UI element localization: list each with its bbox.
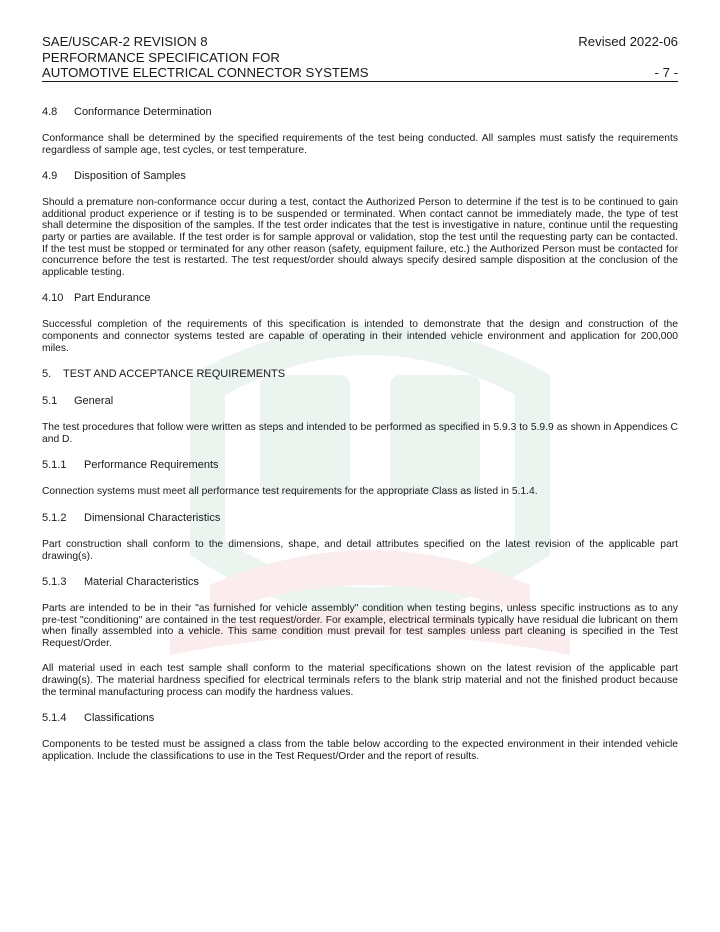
document-title: SAE/USCAR-2 REVISION 8 <box>42 34 208 49</box>
section-number: 5.1.3 <box>42 576 67 589</box>
section-number: 5.1.4 <box>42 712 67 725</box>
paragraph: All material used in each test sample shall conform to the material specifications shown on the latest revision of the applicable part drawing(s). The material hardness specified for electrical terminals refers to the blank strip material and not the finished product because the terminal manufacturing process can modify the hardness values. <box>42 663 678 698</box>
header-row-2 <box>42 50 678 66</box>
section-heading-5 <box>42 368 678 381</box>
section-number: 5.1.2 <box>42 511 67 524</box>
section-title: General <box>74 395 114 408</box>
section-heading-4-8 <box>42 106 678 119</box>
section-number: 4.8 <box>42 106 58 118</box>
page-number: - 7 - <box>654 65 678 80</box>
section-title: Conformance Determination <box>74 106 212 118</box>
header-row-1 <box>42 34 678 50</box>
section-heading-4-9 <box>42 170 678 183</box>
section-title: Material Characteristics <box>84 576 199 589</box>
header-row-3 <box>42 65 678 82</box>
paragraph: Parts are intended to be in their "as furnished for vehicle assembly" condition when testing begins, unless specific instructions as to any pre-test "conditioning" are contained in the test request/order. For example, electrical terminals typically have residual die lubricant on them when finally assembled into a vehicle. This same condition must prevail for test samples unless part cleaning is specified in the Test Request/Order. <box>42 603 678 649</box>
section-number: 4.10 <box>42 292 64 305</box>
page-header <box>42 34 678 82</box>
section-heading-5-1-2 <box>42 512 678 525</box>
paragraph: The test procedures that follow were written as steps and intended to be performed as specified in 5.9.3 to 5.9.9 as shown in Appendices C and D. <box>42 422 678 445</box>
paragraph: Conformance shall be determined by the specified requirements of the test being conducted. All samples must satisfy the requirements regardless of sample age, test cycles, or test temperature. <box>42 133 678 156</box>
section-title: Performance Requirements <box>84 459 219 472</box>
section-number: 5. <box>42 368 52 381</box>
section-title: Part Endurance <box>74 292 151 305</box>
paragraph: Connection systems must meet all performance test requirements for the appropriate Class as listed in 5.1.4. <box>42 486 538 498</box>
section-title: Classifications <box>84 712 155 725</box>
paragraph: Components to be tested must be assigned a class from the table below according to the expected environment in their intended vehicle application. Include the classifications to use in the Test Request/Order and the report of results. <box>42 739 678 762</box>
section-heading-4-10 <box>42 292 678 305</box>
section-heading-5-1-4 <box>42 712 678 725</box>
section-number: 4.9 <box>42 170 58 183</box>
section-number: 5.1 <box>42 395 58 408</box>
section-heading-5-1-1 <box>42 459 678 472</box>
paragraph: Should a premature non-conformance occur during a test, contact the Authorized Person to determine if the test is to be continued to gain additional product experience or if testing is to be suspended or terminated. When contact cannot be immediately made, the type of test shall determine the disposition of the samples. If the test order indicates that the test is investigative in nature, continue until the requesting party or parties are available. If the test order is for sample approval or validation, stop the test until the requesting party can be contacted. If the test must be stopped or terminated for any other reason (safety, equipment failure, etc.) the Authorized Person must be contacted for concurrence before the test is restarted. The test request/order should always specify desired sample disposition at the conclusion of the applicable testing. <box>42 197 678 278</box>
section-title: TEST AND ACCEPTANCE REQUIREMENTS <box>63 368 286 381</box>
section-heading-5-1-3 <box>42 576 678 589</box>
document-subtitle: PERFORMANCE SPECIFICATION FOR <box>42 49 280 65</box>
paragraph: Part construction shall conform to the dimensions, shape, and detail attributes specified on the latest revision of the applicable part drawing(s). <box>42 538 678 562</box>
revision-date: Revised 2022-06 <box>578 34 678 49</box>
section-title: Disposition of Samples <box>74 170 186 183</box>
section-number: 5.1.1 <box>42 459 67 472</box>
document-subtitle-2: AUTOMOTIVE ELECTRICAL CONNECTOR SYSTEMS <box>42 65 369 80</box>
section-heading-5-1 <box>42 395 678 408</box>
section-title: Dimensional Characteristics <box>84 511 221 524</box>
paragraph: Successful completion of the requirements of this specification is intended to demonstrate that the design and construction of the components and connector systems tested are capable of operating in their intended vehicle environment and application for 200,000 miles. <box>42 319 678 354</box>
document-body <box>42 106 678 776</box>
